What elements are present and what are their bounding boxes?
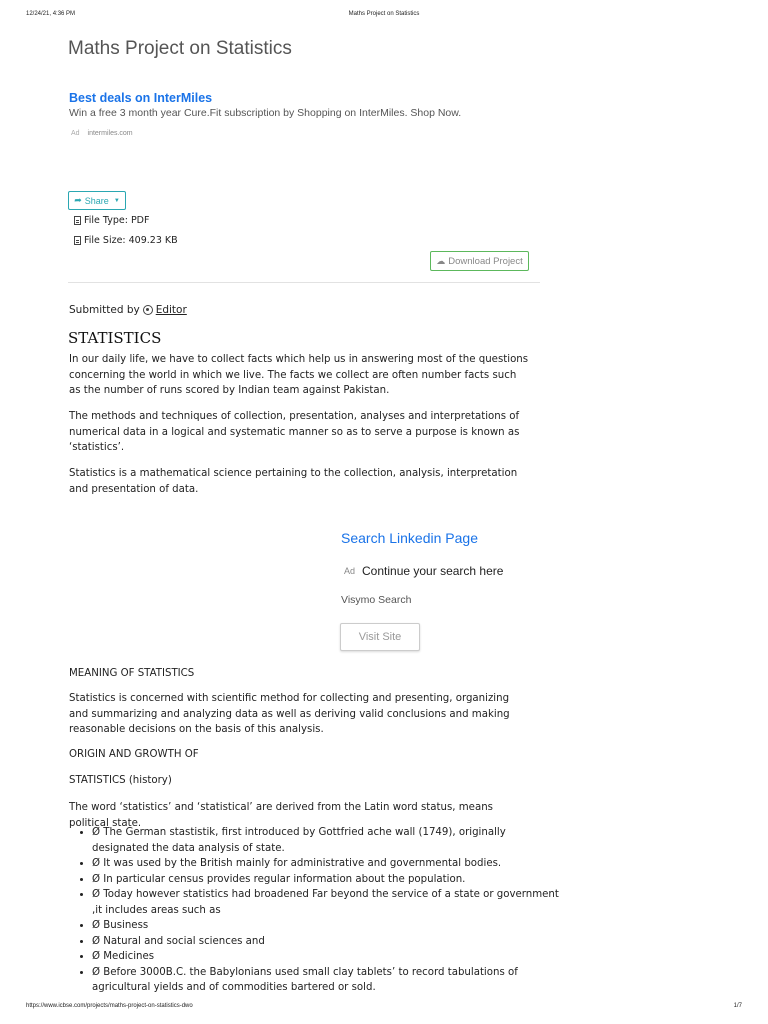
list-item: • Ø The German stastistik, first introduced by Gottfried ache wall (1749), originally designated the data analysis of state. bbox=[92, 825, 562, 856]
meaning-heading: MEANING OF STATISTICS bbox=[69, 668, 195, 679]
list-item: • Ø In particular census provides regular information about the population. bbox=[92, 872, 562, 888]
print-url: https://www.icbse.com/projects/maths-project-on-statistics-dwo bbox=[26, 1003, 193, 1009]
cloud-download-icon: ☁ bbox=[436, 255, 446, 266]
list-item: • Ø Today however statistics had broadened Far beyond the service of a state or government ,it includes areas such as bbox=[92, 887, 562, 918]
history-heading: STATISTICS (history) bbox=[69, 775, 172, 786]
print-title: Maths Project on Statistics bbox=[348, 11, 420, 17]
ad-subtitle[interactable]: Continue your search here bbox=[362, 564, 504, 578]
ad-label: Ad bbox=[344, 566, 356, 576]
visit-site-button[interactable]: Visit Site bbox=[340, 623, 420, 651]
section-heading: STATISTICS bbox=[68, 329, 162, 347]
list-item: • Ø Before 3000B.C. the Babylonians used small clay tablets’ to record tabulations of agricultural yields and of commodities bartered or sold. bbox=[92, 965, 562, 996]
latin-text: The word ‘statistics’ and ‘statistical’ are derived from the Latin word status, means political state. bbox=[69, 802, 493, 829]
paragraph-intro: In our daily life, we have to collect facts which help us in answering most of the questions concerning the world in which we live. The facts we collect are often number facts such as the number of runs scored by Indian team against Pakistan. bbox=[69, 354, 529, 396]
print-page-number: 1/7 bbox=[733, 1003, 742, 1009]
file-icon bbox=[74, 216, 81, 225]
ad-label: Ad bbox=[71, 130, 80, 137]
user-icon bbox=[143, 305, 153, 315]
submitted-by bbox=[69, 304, 187, 316]
submitted-prefix: Submitted by bbox=[69, 304, 140, 316]
file-size-row bbox=[74, 235, 178, 246]
page-title: Maths Project on Statistics bbox=[68, 38, 292, 59]
ad-domain[interactable]: intermiles.com bbox=[87, 130, 133, 137]
ad-source: Visymo Search bbox=[341, 594, 412, 606]
list-item: • Ø Medicines bbox=[92, 949, 562, 965]
paragraph-definition: Statistics is a mathematical science pertaining to the collection, analysis, interpretation and presentation of data. bbox=[69, 468, 518, 495]
history-bullet-list bbox=[68, 825, 562, 996]
file-icon bbox=[74, 236, 81, 245]
share-button[interactable] bbox=[68, 191, 126, 210]
share-label: Share bbox=[84, 195, 109, 206]
ad-title-link[interactable]: Best deals on InterMiles bbox=[69, 91, 213, 105]
download-label: Download Project bbox=[448, 255, 523, 267]
origin-heading: ORIGIN AND GROWTH OF bbox=[69, 749, 199, 760]
ad-linkedin-title[interactable]: Search Linkedin Page bbox=[341, 530, 478, 546]
ad-meta bbox=[71, 130, 133, 137]
download-project-button[interactable] bbox=[430, 251, 529, 271]
divider bbox=[68, 282, 540, 283]
file-size: File Size: 409.23 KB bbox=[84, 235, 178, 246]
share-icon: ➦ bbox=[74, 195, 82, 205]
author-link[interactable]: Editor bbox=[155, 304, 187, 316]
meaning-text: Statistics is concerned with scientific method for collecting and presenting, organizing and summarizing and analyzing data as well as deriving valid conclusions and making reasonable decisions on the basis of this analysis. bbox=[69, 693, 510, 735]
print-datetime: 12/24/21, 4:36 PM bbox=[26, 11, 76, 17]
list-item: • Ø Business bbox=[92, 918, 562, 934]
ad-linkedin-subtitle-row bbox=[344, 564, 503, 578]
list-item: • Ø It was used by the British mainly for administrative and governmental bodies. bbox=[92, 856, 562, 872]
file-type-row bbox=[74, 215, 149, 226]
caret-down-icon: ▼ bbox=[113, 197, 120, 204]
list-item: • Ø Natural and social sciences and bbox=[92, 934, 562, 950]
file-type: File Type: PDF bbox=[84, 215, 150, 226]
ad-description[interactable]: Win a free 3 month year Cure.Fit subscription by Shopping on InterMiles. Shop Now. bbox=[69, 107, 462, 119]
paragraph-methods: The methods and techniques of collection, presentation, analyses and interpretations of numerical data in a logical and systematic manner so as to serve a purpose is known as ‘statistics’. bbox=[69, 411, 520, 453]
